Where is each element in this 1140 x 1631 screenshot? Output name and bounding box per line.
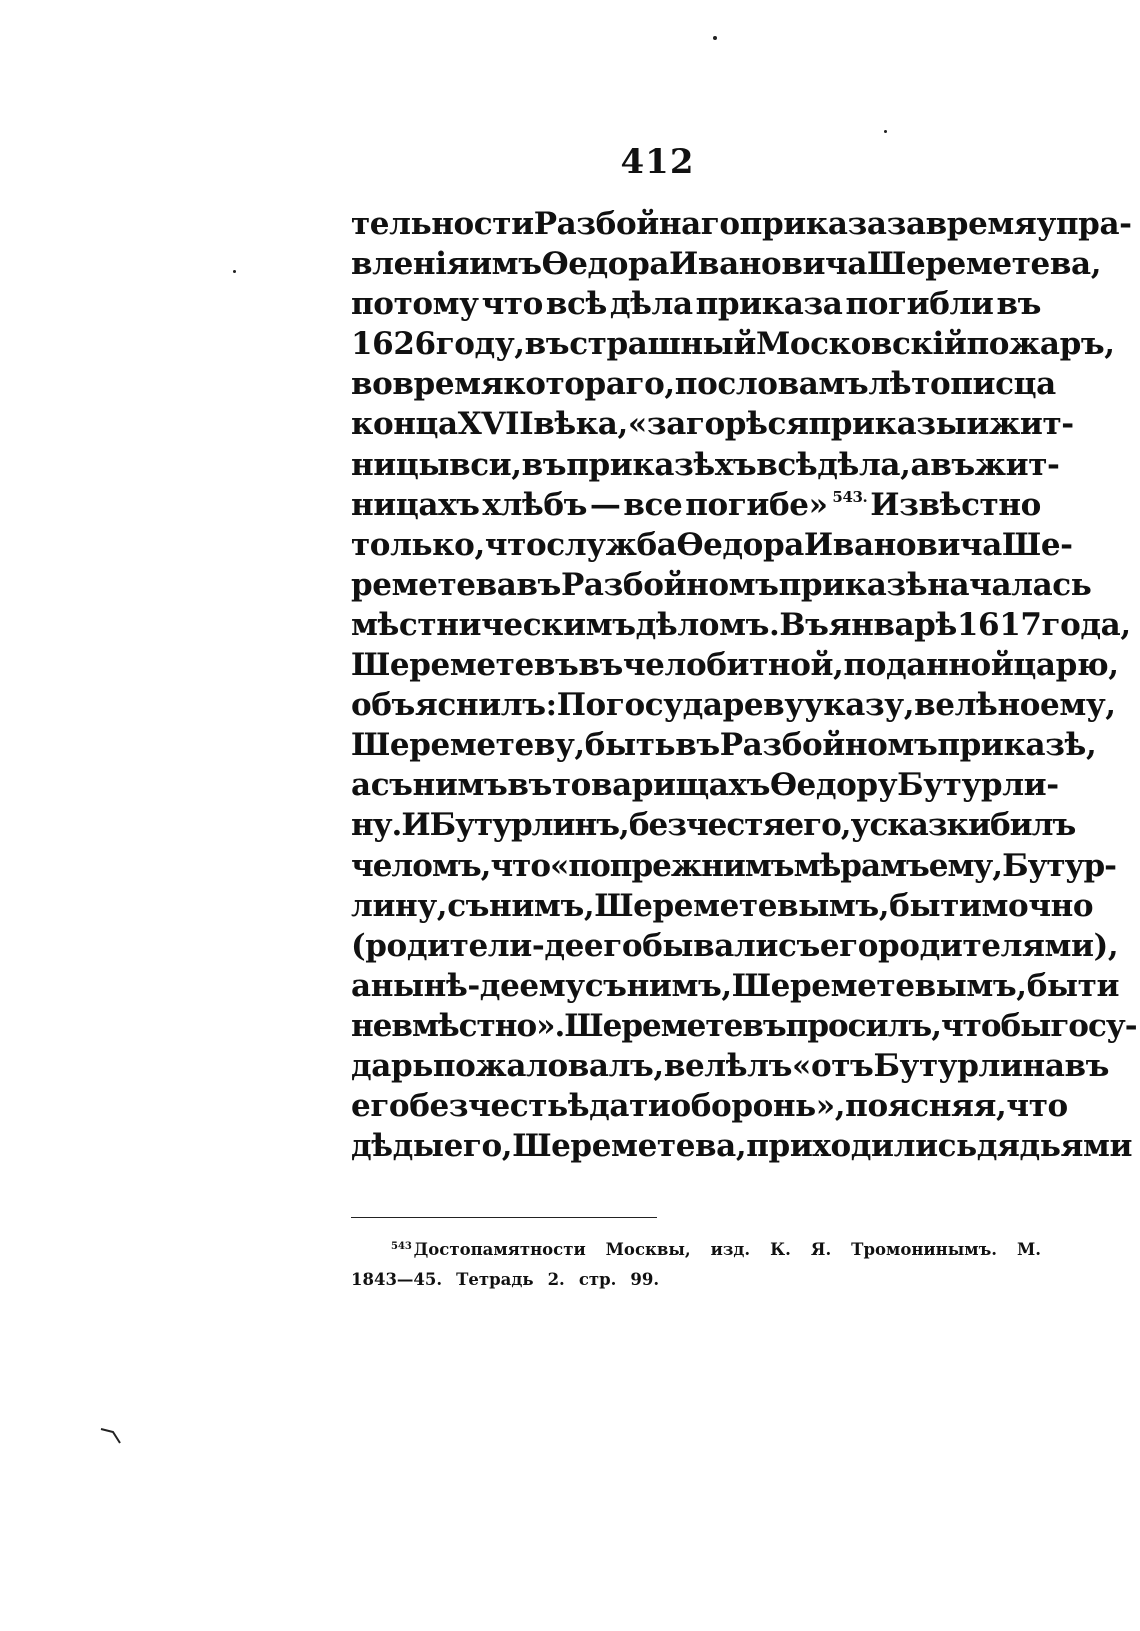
word: началась [927,566,1092,603]
word: съ [777,927,820,964]
text-line [351,565,1092,605]
text-line [351,685,1116,725]
word: бывали [642,927,778,964]
word: а [351,967,371,1004]
word: служба [546,526,677,563]
word: году, [435,326,525,363]
footnote-word: Москвы, [605,1240,691,1259]
word: челомъ, [351,847,491,884]
text-line [351,966,1120,1006]
word: а [910,446,931,483]
word: Бутурли- [897,767,1059,804]
footnote-word: 99. [630,1270,660,1289]
word: его [583,927,643,964]
footnote-reference[interactable]: 543. [827,487,868,506]
word: быти [1026,967,1120,1004]
word: Шереметевымъ, [731,967,1027,1004]
footnote-word: стр. [578,1270,617,1289]
word: приказѣ [778,566,928,603]
word: съ [370,767,413,804]
word: вленія [351,246,470,283]
word: «загорѣся [627,406,809,443]
word: Ивановича [803,526,1002,563]
word: лину, [351,887,448,924]
word: въ [516,566,561,603]
word: всѣ [545,286,607,323]
word: время [392,366,504,403]
text-line [351,404,1074,444]
word: товарищахъ [551,767,770,804]
word: ему, [1040,687,1116,724]
word: что [481,286,543,323]
footnote-number: 543 [391,1241,412,1252]
text-line [351,485,1041,525]
word: погибе» $^{543.}$ [685,486,868,523]
word: приказѣхъ [566,446,757,483]
word: въ [996,286,1041,323]
footnote-word: Я. [810,1240,832,1259]
footnote-word: К. [770,1240,791,1259]
word: жит- [988,406,1074,443]
word: велѣлъ [663,1047,792,1084]
word: Ивановича [669,246,868,283]
word: дати [589,1088,671,1125]
word: «отъ [791,1047,874,1084]
word: нынѣ-де [370,967,520,1004]
word: объяснилъ: [351,687,557,724]
word: потому [351,286,479,323]
word: пожаръ, [966,326,1115,363]
footnote-line [351,1265,1041,1295]
word: приказы [808,406,967,443]
word: реметева [351,566,517,603]
word: все [623,486,683,523]
word: указу, [803,687,915,724]
word: въ [578,647,623,684]
word: Въ [779,606,829,643]
footnotes [351,1235,1041,1295]
word: Шереметева, [867,246,1102,283]
footnote-lead [391,1235,586,1265]
word: XVII [457,406,534,443]
word: вси, [449,446,522,483]
word: дѣла, [817,446,911,483]
word: въ [675,727,720,764]
word: билъ [989,807,1076,844]
word: погибли [845,286,994,323]
word: Шереметевымъ, [594,887,890,924]
word: за [886,206,926,242]
text-line [351,886,1094,926]
word: И [401,807,430,844]
text-line [351,364,1056,404]
word: приказа [695,286,843,323]
footnote-divider [351,1217,657,1218]
word: съ [447,887,490,924]
word: нимъ [412,767,508,804]
word: оборонь», [670,1088,846,1125]
word: 1617 [956,606,1042,643]
word: время [925,206,1037,242]
scan-mark [100,1426,124,1448]
word: дядьями [976,1128,1133,1165]
word: нимъ, [489,887,595,924]
word: нимъ, [626,967,732,1004]
footnote-word: 1843—45. [351,1270,443,1289]
word: безчестя [628,807,785,844]
text-line [351,645,1119,685]
word: Шереметева, [512,1128,747,1165]
word: просилъ, [785,1007,941,1044]
word: Бутурлина [873,1047,1065,1084]
text-line [351,846,1117,886]
word: въ [1064,1047,1110,1084]
word: его [819,927,879,964]
word: быти [889,887,982,924]
word: дарь [351,1047,433,1084]
word: только, [351,526,485,563]
text-line [351,244,1102,284]
word: безчестьѣ [409,1088,590,1125]
word: дѣла [609,286,693,323]
scan-speck [884,130,887,133]
word: Московскій [755,326,967,363]
word: ницы [351,446,450,483]
word: (родители-де [351,927,584,964]
word: страшный [569,326,756,363]
word: 1626 [351,326,436,363]
word: по [674,366,718,403]
word: Бутурлинъ, [429,807,629,844]
text-line [351,605,1131,645]
word: дѣломъ. [635,606,780,643]
text-line [351,725,1097,765]
word: «по [550,847,610,884]
word: что [484,526,547,563]
text-line [351,1006,1137,1046]
word: котораго, [503,366,675,403]
word: ему, [928,847,1003,884]
scan-speck [713,36,717,40]
word: государеву [605,687,804,724]
word: пожаловалъ, [432,1047,664,1084]
footnote-word: изд. [710,1240,751,1259]
word: Өедору [769,767,898,804]
word: приходились [746,1128,977,1165]
word: январѣ [828,606,957,643]
text-line [351,1046,1110,1086]
text-line [351,1086,1068,1126]
word: Ше- [1001,526,1073,563]
footnote-word: Тетрадь [456,1270,534,1289]
text-line [351,805,1076,845]
word: въ [521,446,567,483]
word: Шереметевъ [351,647,579,684]
text-line [351,284,1041,324]
word: приказѣ, [937,727,1097,764]
word: велѣно [914,687,1041,724]
word: а [351,767,371,804]
text-line [351,204,1132,244]
page-number: 412 [620,142,695,182]
word: въ [930,446,975,483]
footnote-word: М. [1016,1240,1041,1259]
word: госу- [1050,1007,1137,1044]
word: поясняя, [845,1088,1007,1125]
word: у [850,807,870,844]
word: его, [784,807,851,844]
text-line [351,445,1060,485]
word: По [556,687,606,724]
word: Бутур- [1002,847,1117,884]
word: сказки [869,807,990,844]
footnote-line [351,1235,1041,1265]
word: Шереметевъ [564,1007,786,1044]
word: быть [584,727,676,764]
text-line [351,765,1059,805]
word: Разбойномъ [560,566,779,603]
word: челобитной, [622,647,844,684]
word: чтобы [940,1007,1051,1044]
text-line [351,1126,1133,1166]
footnote-word: Тромонинымъ. [851,1240,997,1259]
word: Извѣстно [870,486,1041,523]
word: царю, [1013,647,1119,684]
text-line [351,926,1119,966]
word: хлѣбъ [482,486,588,523]
word: ну. [351,807,402,844]
word: ему [519,967,585,1004]
word: его, [443,1128,513,1165]
word: дѣды [351,1128,444,1165]
word: въ [524,326,570,363]
word: его [351,1088,410,1125]
word: Разбойнаго [533,206,740,242]
word: во [351,366,393,403]
word: лѣтописца [868,366,1056,403]
word: словамъ [717,366,869,403]
word: имъ [469,246,542,283]
text-line [351,525,1073,565]
word: Шереметеву, [351,727,585,764]
word: ницахъ [351,486,480,523]
word: что [490,847,551,884]
scan-speck [233,270,236,273]
word: Разбойномъ [719,727,938,764]
word: конца [351,406,458,443]
word: приказа [739,206,887,242]
word: Өедора [541,246,670,283]
word: упра- [1036,206,1132,242]
word: тельности [351,206,534,242]
word: поданной [843,647,1014,684]
word: въ [507,767,552,804]
word: прежнимъ [609,847,794,884]
word: невмѣстно». [351,1007,565,1044]
word: что [1006,1088,1068,1125]
word: всѣ [756,446,818,483]
word: вѣка, [533,406,628,443]
footnote-word: Достопамятности [407,1240,586,1259]
word: мѣрамъ [793,847,929,884]
text-line [351,324,1115,364]
word: мочно [981,887,1094,924]
word: жит- [974,446,1060,483]
word: мѣстническимъ [351,606,636,643]
footnote-word: 2. [547,1270,565,1289]
word: и [966,406,989,443]
body-text [351,204,1137,1166]
word: родителями), [878,927,1119,964]
word: съ [584,967,627,1004]
word: — [589,486,621,523]
word: года, [1041,606,1131,643]
word: Өедора [676,526,804,563]
